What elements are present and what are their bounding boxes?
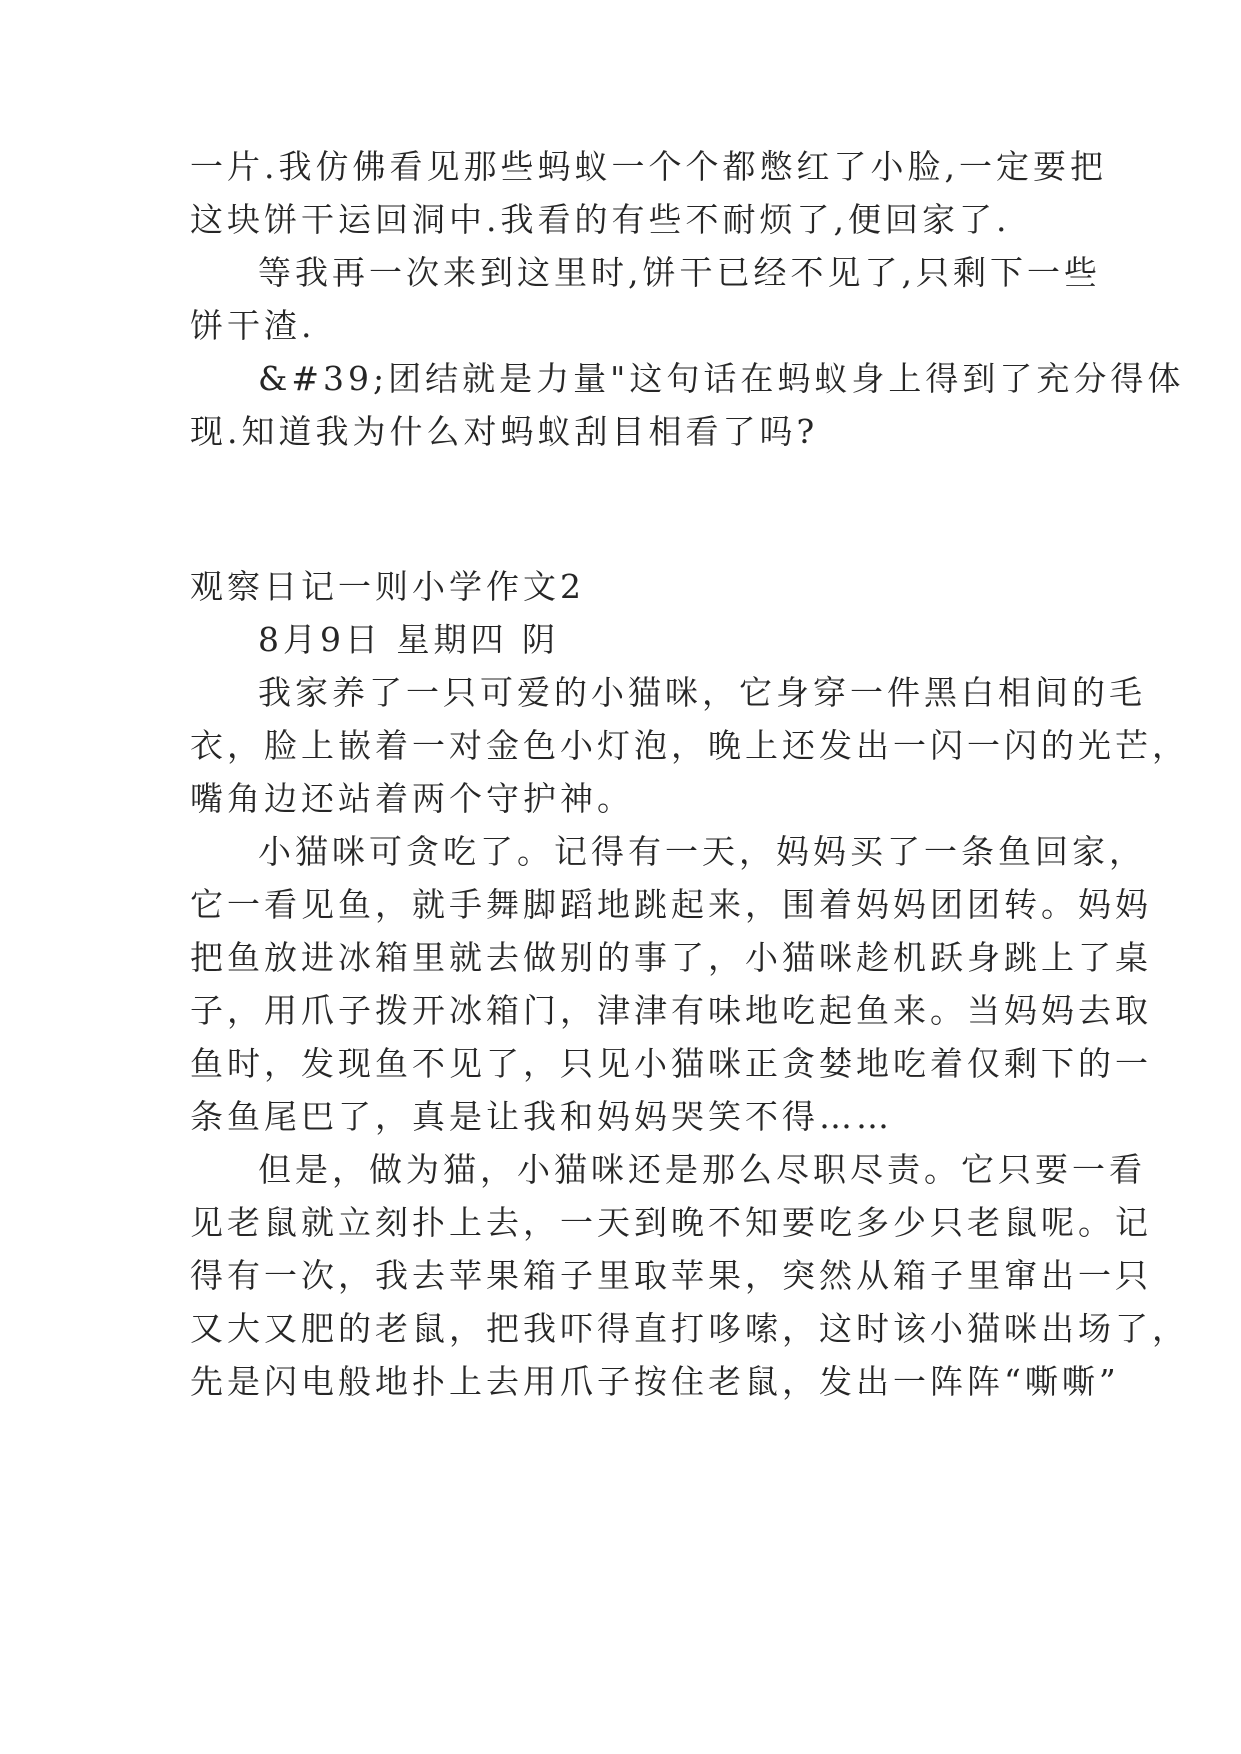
text-line: 它一看见鱼，就手舞脚蹈地跳起来，围着妈妈团团转。妈妈 [190, 885, 1152, 924]
text-line: 把鱼放进冰箱里就去做别的事了，小猫咪趁机跃身跳上了桌 [190, 938, 1152, 977]
text-line: &#39;团结就是力量"这句话在蚂蚁身上得到了充分得体 [258, 359, 1185, 398]
text-line: 见老鼠就立刻扑上去，一天到晚不知要吃多少只老鼠呢。记 [190, 1203, 1152, 1242]
text-line: 条鱼尾巴了，真是让我和妈妈哭笑不得…… [190, 1097, 893, 1136]
text-line: 现.知道我为什么对蚂蚁刮目相看了吗? [190, 412, 819, 451]
text-line: 等我再一次来到这里时,饼干已经不见了,只剩下一些 [258, 253, 1101, 292]
text-line: 鱼时，发现鱼不见了，只见小猫咪正贪婪地吃着仅剩下的一 [190, 1044, 1152, 1083]
text-line: 一片.我仿佛看见那些蚂蚁一个个都憋红了小脸,一定要把 [190, 147, 1107, 186]
text-line: 但是，做为猫，小猫咪还是那么尽职尽责。它只要一看 [258, 1150, 1146, 1189]
text-line: 饼干渣. [190, 306, 316, 345]
text-line: 先是闪电般地扑上去用爪子按住老鼠，发出一阵阵“嘶嘶” [190, 1362, 1120, 1401]
text-line: 嘴角边还站着两个守护神。 [190, 779, 634, 818]
text-line: 衣，脸上嵌着一对金色小灯泡，晚上还发出一闪一闪的光芒， [190, 726, 1189, 765]
text-line: 这块饼干运回洞中.我看的有些不耐烦了,便回家了. [190, 200, 1011, 239]
text-line: 又大又肥的老鼠，把我吓得直打哆嗦，这时该小猫咪出场了， [190, 1309, 1189, 1348]
date-line: 8月9日 星期四 阴 [258, 620, 559, 659]
text-line: 得有一次，我去苹果箱子里取苹果，突然从箱子里窜出一只 [190, 1256, 1152, 1295]
section-title: 观察日记一则小学作文2 [190, 567, 585, 606]
text-line: 我家养了一只可爱的小猫咪，它身穿一件黑白相间的毛 [258, 673, 1146, 712]
text-line: 小猫咪可贪吃了。记得有一天，妈妈买了一条鱼回家， [258, 832, 1146, 871]
text-line: 子，用爪子拨开冰箱门，津津有味地吃起鱼来。当妈妈去取 [190, 991, 1152, 1030]
